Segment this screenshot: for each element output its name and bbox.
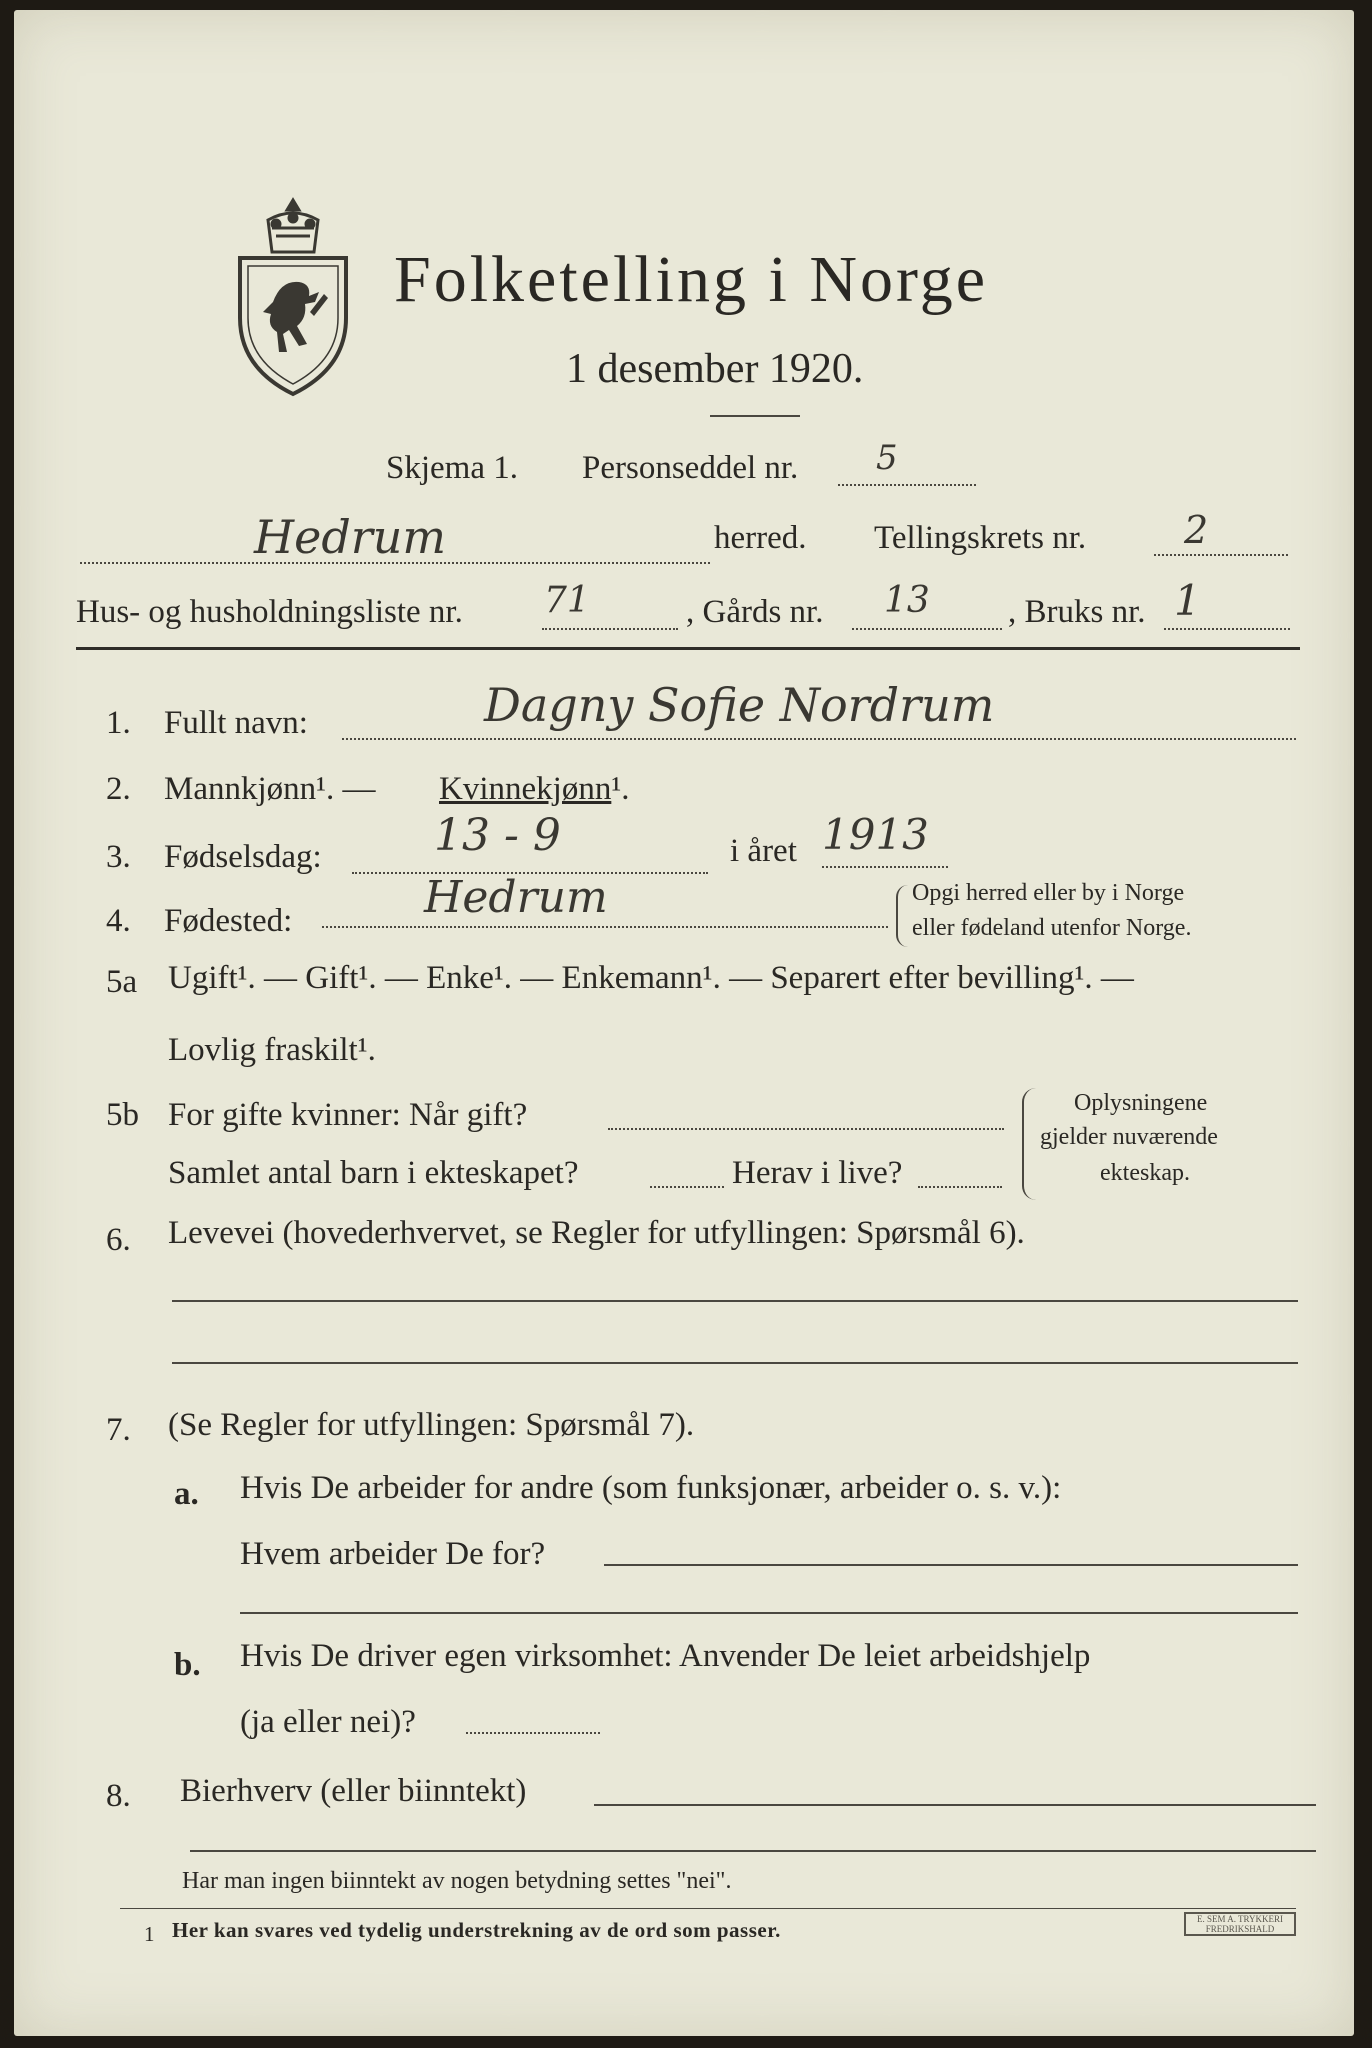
children-alive-line[interactable]: [918, 1186, 1002, 1188]
full-name-line: [342, 738, 1296, 740]
q1-number: 1.: [106, 705, 131, 741]
birthplace-label: Fødested:: [164, 903, 293, 939]
gender-male-option[interactable]: Mannkjønn¹. —: [164, 771, 376, 807]
employer-line[interactable]: [604, 1564, 1298, 1566]
bruks-value[interactable]: 1: [1174, 576, 1201, 625]
birth-year-line: [822, 866, 948, 868]
birthplace-value[interactable]: Hedrum: [424, 872, 608, 923]
q7-label: (Se Regler for utfyllingen: Spørsmål 7).: [168, 1407, 695, 1443]
birthplace-note-line1: Opgi herred eller by i Norge: [912, 880, 1185, 906]
tellingskrets-label: Tellingskrets nr.: [874, 520, 1087, 556]
skjema-label: Skjema 1.: [386, 450, 518, 486]
marriage-note-brace: [1022, 1088, 1036, 1200]
married-when-line[interactable]: [608, 1128, 1004, 1130]
marital-status-options[interactable]: Ugift¹. — Gift¹. — Enke¹. — Enkemann¹. — Separert efter bevilling¹. —: [168, 960, 1134, 996]
birth-year-value[interactable]: 1913: [822, 810, 929, 859]
children-count-label: Samlet antal barn i ekteskapet?: [168, 1155, 579, 1191]
marriage-note-line3: ekteskap.: [1100, 1160, 1190, 1186]
full-name-label: Fullt navn:: [164, 705, 308, 741]
children-alive-label: Herav i live?: [732, 1155, 903, 1191]
birthday-label: Fødselsdag:: [164, 839, 322, 875]
children-count-line[interactable]: [650, 1186, 724, 1188]
husliste-value[interactable]: 71: [544, 580, 590, 621]
bruks-line: [1164, 628, 1290, 630]
husliste-line: [542, 628, 678, 630]
personseddel-line: [838, 484, 976, 486]
marriage-note-line2: gjelder nuværende: [1040, 1124, 1218, 1150]
header-separator: [76, 647, 1300, 650]
gender-female-label: Kvinnekjønn: [439, 771, 612, 807]
q7a-letter: a.: [174, 1476, 199, 1512]
q7a-question: Hvis De arbeider for andre (som funksjonær, arbeider o. s. v.):: [240, 1470, 1062, 1506]
personseddel-label: Personseddel nr.: [582, 450, 799, 486]
tellingskrets-line: [1154, 554, 1288, 556]
birthplace-note-brace: [896, 885, 908, 947]
footnote-mark: 1: [144, 1922, 155, 1946]
side-income-label: Bierhverv (eller biinntekt): [180, 1773, 527, 1809]
birthday-value[interactable]: 13 - 9: [434, 810, 561, 861]
gender-female-sup: ¹.: [611, 771, 630, 807]
bruks-label: , Bruks nr.: [1008, 594, 1146, 630]
q7b-question: Hvis De driver egen virksomhet: Anvender De leiet arbeidshjelp: [240, 1638, 1091, 1674]
occupation-line-1[interactable]: [172, 1300, 1298, 1302]
form-title: Folketelling i Norge: [394, 243, 989, 316]
full-name-value[interactable]: Dagny Sofie Nordrum: [484, 678, 995, 732]
occupation-label: Levevei (hovederhvervet, se Regler for utfyllingen: Spørsmål 6).: [168, 1215, 1025, 1251]
hired-help-label: (ja eller nei)?: [240, 1704, 416, 1740]
q3-number: 3.: [106, 839, 131, 875]
q2-number: 2.: [106, 771, 131, 807]
q6-number: 6.: [106, 1222, 131, 1258]
gender-female-option[interactable]: [439, 771, 629, 808]
herred-label: herred.: [714, 520, 807, 556]
q5a-number: 5a: [106, 964, 138, 1000]
side-income-note: Har man ingen biinntekt av nogen betydning settes "nei".: [182, 1868, 732, 1894]
q7b-letter: b.: [174, 1647, 201, 1683]
gards-value[interactable]: 13: [884, 580, 930, 621]
hired-help-line[interactable]: [466, 1732, 600, 1734]
census-form: [14, 10, 1354, 2036]
tellingskrets-value[interactable]: 2: [1184, 508, 1209, 552]
printer-stamp: E. SEM A. TRYKKERI FREDRIKSHALD: [1184, 1912, 1296, 1936]
q7-number: 7.: [106, 1412, 131, 1448]
married-when-label: For gifte kvinner: Når gift?: [168, 1097, 528, 1133]
gards-line: [852, 628, 1002, 630]
q4-number: 4.: [106, 903, 131, 939]
personseddel-value[interactable]: 5: [876, 438, 898, 478]
q5b-number: 5b: [106, 1097, 139, 1133]
census-date: 1 desember 1920.: [566, 346, 864, 392]
q8-number: 8.: [106, 1778, 131, 1814]
marriage-note-line1: Oplysningene: [1074, 1090, 1208, 1116]
gards-label: , Gårds nr.: [686, 594, 824, 630]
footnote-separator: [120, 1908, 1296, 1909]
birthplace-note-line2: eller fødeland utenfor Norge.: [912, 915, 1192, 941]
side-income-line[interactable]: [594, 1804, 1316, 1806]
title-divider: [710, 415, 800, 417]
employer-label: Hvem arbeider De for?: [240, 1536, 546, 1572]
birthplace-line: [322, 926, 888, 928]
marital-status-divorced-option[interactable]: Lovlig fraskilt¹.: [168, 1032, 376, 1068]
occupation-line-2[interactable]: [172, 1362, 1298, 1364]
birth-year-label: i året: [730, 833, 797, 869]
side-income-line-2[interactable]: [190, 1850, 1316, 1852]
herred-value[interactable]: Hedrum: [254, 510, 447, 564]
husliste-label: Hus- og husholdningsliste nr.: [76, 594, 463, 630]
employer-line-2[interactable]: [240, 1612, 1298, 1614]
footnote-text: Her kan svares ved tydelig understrekning av de ord som passer.: [172, 1918, 781, 1942]
coat-of-arms-icon: [228, 192, 358, 402]
